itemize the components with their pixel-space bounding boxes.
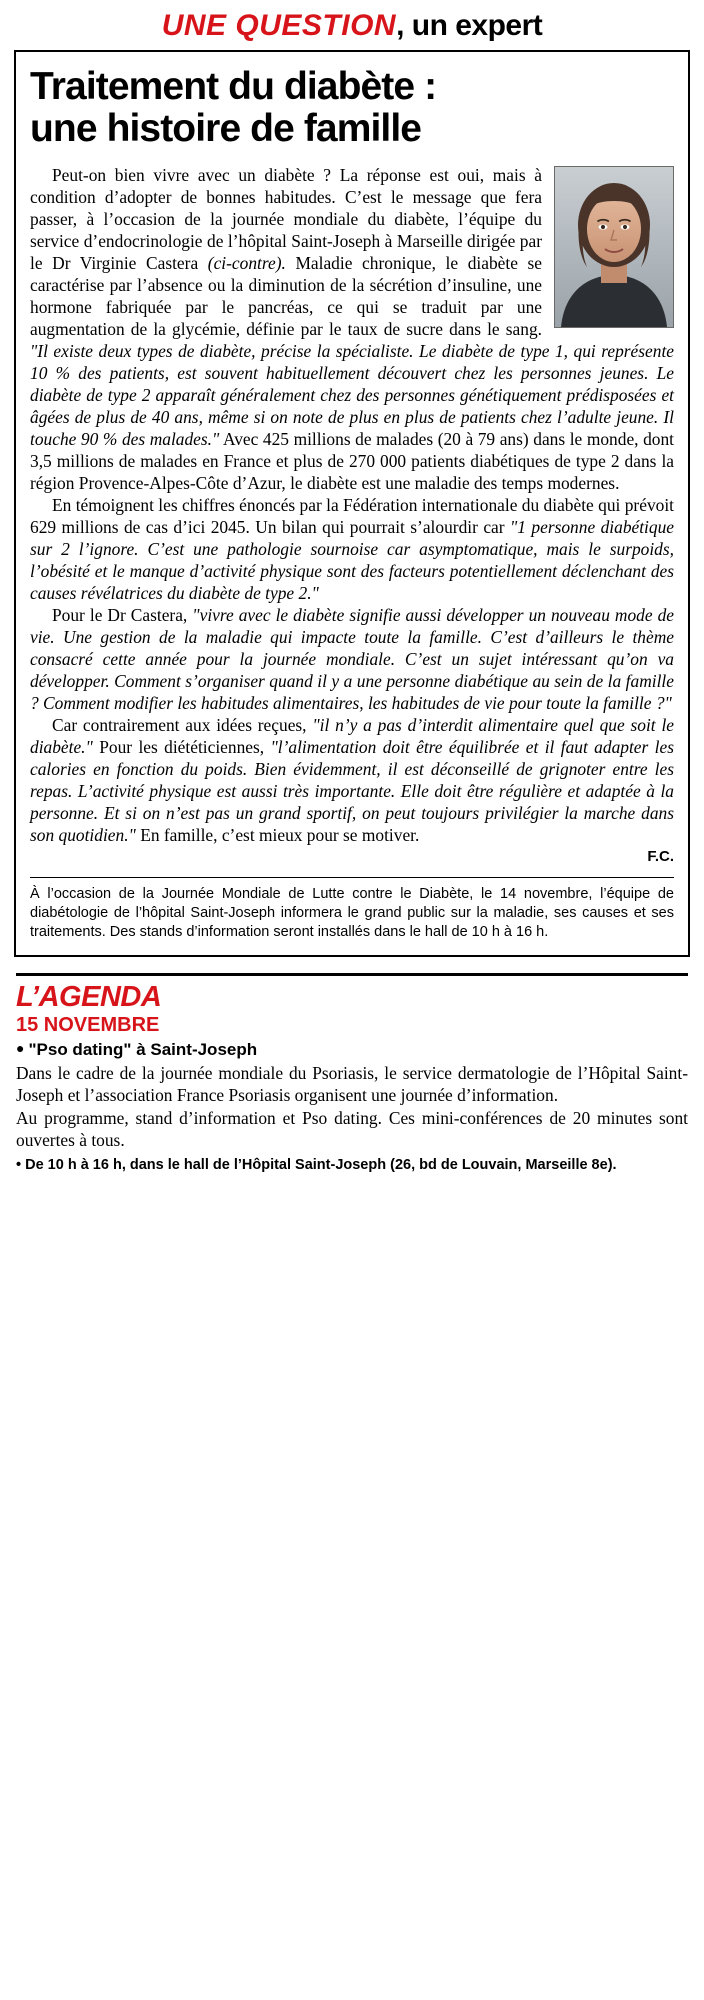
agenda-paragraph-1: Dans le cadre de la journée mondiale du Psoriasis, le service dermatologie de l’Hôpital Saint-Joseph et l’association France Psoriasis organisent une journée d’information.	[16, 1063, 688, 1106]
p2-quote: "1 personne diabétique sur 2 l’ignore. C’est une pathologie sournoise car asymptomatique, mais le surpoids, l’obésité et le manque d’activité physique sont des facteurs potentiellement déclenchant des causes révélatrices du diabète de type 2."	[30, 516, 674, 604]
p1-quote-1: "Il existe deux types de diabète,	[30, 340, 256, 361]
portrait-illustration	[555, 167, 673, 327]
article-paragraph-3	[30, 604, 674, 714]
portrait-photo	[554, 166, 674, 328]
headline-line-1: Traitement du diabète :	[30, 64, 437, 108]
p4-text-b: Pour les diététiciennes,	[92, 737, 271, 758]
p2-text-a: En témoignent les chiffres énoncés par la Fédération internationale du diabète qui prévoit 629 millions de cas d’ici 2045. Un bilan qui pourrait s’alourdir car	[30, 494, 674, 537]
p4-text-c: En famille, c’est mieux pour se motiver.	[135, 825, 420, 846]
headline-line-2: une histoire de famille	[30, 106, 422, 150]
agenda-title: L’AGENDA	[16, 980, 162, 1013]
p3-text-a: Pour le Dr Castera,	[52, 605, 193, 626]
agenda-body	[16, 1062, 688, 1150]
article-paragraph-4	[30, 714, 674, 846]
p1-text-c: Avec 425 millions de malades (20 à 79 ans) dans le monde, dont 3,5 millions de malades en France et plus de 270 000 patients diabétiques de type 2 dans la région Provence-Alpes-Côte d’Azur, le diabète est une maladie des temps modernes.	[30, 428, 674, 493]
p4-quote-2: "l’alimentation doit être équilibrée et il faut adapter les calories en fonction du poids. Bien évidemment, il est déconseillé de grignoter entre les repas. L’activité physique est aussi très importante. Elle doit être régulière et adaptée à la personne. Et si on n’est pas un grand sportif, on peut toujours privilégier la marche dans son quotidien."	[30, 737, 674, 846]
agenda-date: 15 NOVEMBRE	[16, 1013, 160, 1036]
page-title	[30, 66, 674, 150]
agenda-item-title	[16, 1040, 688, 1060]
p1-text-a: Peut-on bien vivre avec un diabète ? La réponse est oui, mais à condition d’adopter de bonnes habitudes. C’est le message que fera passer, à l’occasion de la journée mondiale du diabète, l’équipe du service d’endocrinologie de l’hôpital Saint-Joseph à Marseille dirigée par le Dr Virginie Castera	[30, 164, 542, 273]
agenda-paragraph-2: Au programme, stand d’information et Pso dating. Ces mini-conférences de 20 minutes sont ouvertes à tous.	[16, 1107, 688, 1150]
p1-attribution: précise la spécialiste.	[255, 340, 420, 361]
agenda-section	[16, 973, 688, 1174]
p1-italic-caption: (ci-contre).	[207, 252, 286, 273]
article-signature: F.C.	[647, 848, 674, 866]
practical-info-note: À l’occasion de la Journée Mondiale de Lutte contre le Diabète, le 14 novembre, l’équipe de diabétologie de l’hôpital Saint-Joseph informera le grand public sur la maladie, ses causes et ses traitements. Des stands d’information seront installés dans le hall de 10 h à 16 h.	[30, 877, 674, 942]
article-paragraph-2	[30, 494, 674, 604]
article-body	[30, 164, 674, 867]
article-container	[14, 50, 690, 957]
p3-quote: "vivre avec le diabète signifie aussi développer un nouveau mode de vie. Une gestion de la maladie qui impacte toute la famille. C’est d’ailleurs le thème consacré cette année pour la journée mondiale. C’est un sujet intéressant qu’on va développer. Comment s’organiser quand il y a une personne diabétique au sein de la famille ? Comment modifier les habitudes alimentaires, les habitudes de vie pour toute la famille ?"	[30, 605, 674, 714]
p1-quote-2: Le diabète de type 1, qui représente 10 % des patients, est souvent habituellement découvert chez les personnes jeunes. Le diabète de type 2 apparaît généralement chez des personnes génétiquement prédisposées et âgées de plus de 40 ans, même si on note de plus en plus de patients chez l’adulte jeune. Il touche 90 % des malades."	[30, 340, 675, 449]
bullet-icon: ●	[16, 1039, 25, 1056]
kicker-black-text: , un expert	[396, 9, 543, 42]
p1-text-b: Maladie chronique, le diabète se caractérise par l’absence ou la diminution de la sécrétion d’insuline, une hormone fabriquée par le pancréas, ce qui se traduit par une augmentation de la glycémie, définie par le taux de sucre dans le sang.	[30, 252, 543, 339]
kicker	[0, 0, 704, 46]
agenda-practical-info: • De 10 h à 16 h, dans le hall de l’Hôpital Saint-Joseph (26, bd de Louvain, Marseille 8e).	[16, 1156, 617, 1173]
agenda-item-label: "Pso dating" à Saint-Joseph	[28, 1039, 258, 1059]
kicker-red-text: UNE QUESTION	[161, 9, 397, 42]
p4-text-a: Car contrairement aux idées reçues,	[52, 715, 313, 736]
p4-quote-1: "il n’y a pas d’interdit alimentaire quel que soit le diabète."	[30, 715, 674, 758]
